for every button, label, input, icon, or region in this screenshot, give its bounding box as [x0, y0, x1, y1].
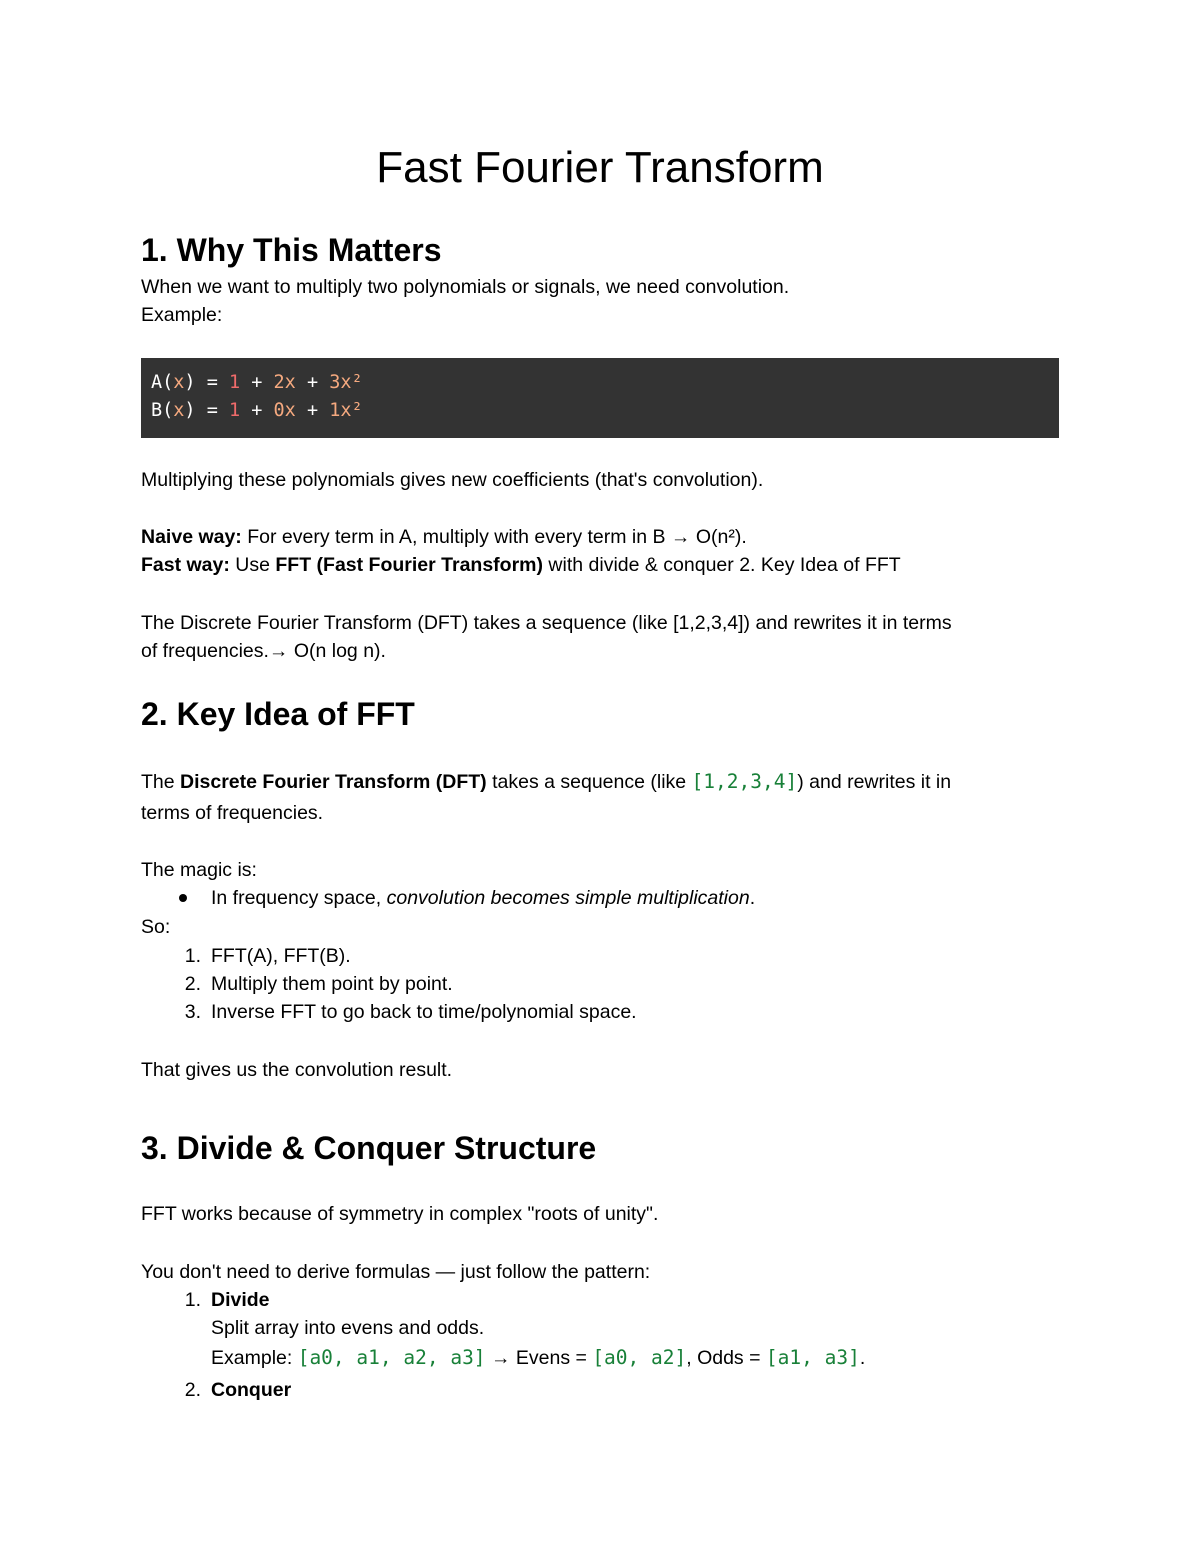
paragraph-intro: When we want to multiply two polynomials or signals, we need convolution.	[141, 276, 790, 298]
list-item-conquer-title: Conquer	[211, 1379, 292, 1401]
list-item: Multiply them point by point.	[211, 973, 453, 995]
list-item-divide-title: Divide	[211, 1289, 270, 1311]
list-item-bullet: In frequency space, convolution becomes simple multiplication.	[211, 887, 756, 909]
list-item-divide-example: Example: [a0, a1, a2, a3] → Evens = [a0, a2], Odds = [a1, a3].	[211, 1346, 866, 1369]
list-marker: 2.	[184, 973, 201, 995]
list-marker: 2.	[184, 1379, 201, 1401]
list-item: Inverse FFT to go back to time/polynomial space.	[211, 1001, 637, 1023]
code-block	[141, 358, 1059, 438]
paragraph-magic: The magic is:	[141, 859, 257, 881]
paragraph-dft-line-2: of frequencies.→ O(n log n).	[141, 640, 386, 662]
code-line-a: A(x) = 1 + 2x + 3x²	[151, 372, 363, 393]
example-label: Example:	[141, 304, 223, 326]
paragraph-dft-definition: The Discrete Fourier Transform (DFT) takes a sequence (like [1,2,3,4]) and rewrites it in	[141, 770, 952, 793]
paragraph-fast-way: Fast way: Use FFT (Fast Fourier Transform) with divide & conquer 2. Key Idea of FFT	[141, 554, 901, 576]
paragraph-result: That gives us the convolution result.	[141, 1059, 453, 1081]
bullet-marker	[179, 894, 187, 902]
section-heading-2: 2. Key Idea of FFT	[141, 696, 415, 732]
section-heading-1: 1. Why This Matters	[141, 232, 442, 268]
paragraph-so: So:	[141, 916, 171, 938]
paragraph-naive-way: Naive way: For every term in A, multiply with every term in B → O(n²).	[141, 526, 747, 548]
list-item-divide-desc: Split array into evens and odds.	[211, 1317, 485, 1339]
paragraph-pattern: You don't need to derive formulas — just follow the pattern:	[141, 1261, 651, 1283]
section-heading-3: 3. Divide & Conquer Structure	[141, 1130, 597, 1166]
list-marker: 1.	[184, 945, 201, 967]
list-marker: 1.	[184, 1289, 201, 1311]
paragraph-dft-line-1: The Discrete Fourier Transform (DFT) takes a sequence (like [1,2,3,4]) and rewrites it in terms	[141, 612, 952, 634]
page-title: Fast Fourier Transform	[376, 143, 824, 192]
list-item: FFT(A), FFT(B).	[211, 945, 351, 967]
code-line-b: B(x) = 1 + 0x + 1x²	[151, 400, 363, 421]
list-marker: 3.	[184, 1001, 201, 1023]
paragraph-roots-of-unity: FFT works because of symmetry in complex "roots of unity".	[141, 1203, 659, 1225]
paragraph-multiplying: Multiplying these polynomials gives new coefficients (that's convolution).	[141, 469, 764, 491]
paragraph-dft-definition-2: terms of frequencies.	[141, 802, 324, 824]
